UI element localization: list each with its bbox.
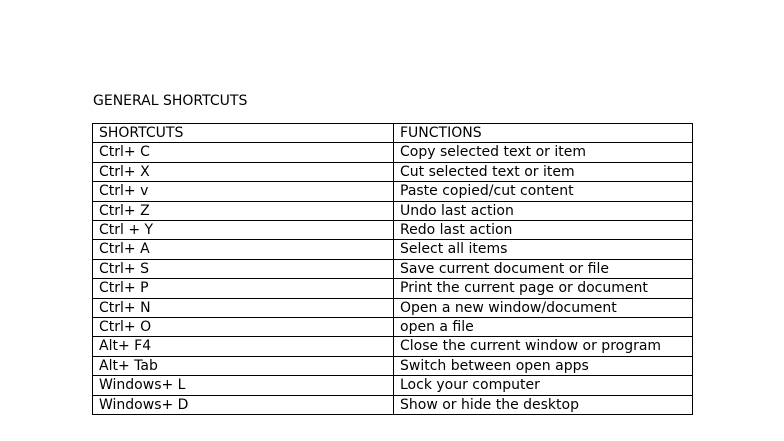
- shortcut-cell: Windows+ L: [93, 376, 394, 395]
- table-row: [93, 182, 693, 201]
- shortcut-cell: Windows+ D: [93, 395, 394, 414]
- table-row: [93, 240, 693, 259]
- function-cell: Show or hide the desktop: [394, 395, 693, 414]
- table-row: [93, 376, 693, 395]
- table-row: [93, 162, 693, 181]
- function-cell: open a file: [394, 318, 693, 337]
- shortcut-cell: Ctrl+ v: [93, 182, 394, 201]
- table-row: [93, 279, 693, 298]
- function-cell: Print the current page or document: [394, 279, 693, 298]
- table-row: [93, 201, 693, 220]
- table-row: [93, 337, 693, 356]
- shortcut-cell: Ctrl+ C: [93, 143, 394, 162]
- function-cell: Paste copied/cut content: [394, 182, 693, 201]
- table-row: [93, 298, 693, 317]
- table-row: [93, 318, 693, 337]
- table-row: [93, 259, 693, 278]
- function-cell: Redo last action: [394, 221, 693, 240]
- function-cell: Cut selected text or item: [394, 162, 693, 181]
- table-row: [93, 395, 693, 414]
- shortcut-cell: Ctrl+ O: [93, 318, 394, 337]
- shortcut-cell: Alt+ F4: [93, 337, 394, 356]
- shortcut-cell: Ctrl + Y: [93, 221, 394, 240]
- shortcut-cell: Ctrl+ S: [93, 259, 394, 278]
- shortcuts-table: [92, 123, 693, 415]
- table-row: [93, 143, 693, 162]
- function-cell: Save current document or file: [394, 259, 693, 278]
- function-cell: Select all items: [394, 240, 693, 259]
- shortcut-cell: Ctrl+ Z: [93, 201, 394, 220]
- table-header-row: [93, 124, 693, 143]
- function-cell: Close the current window or program: [394, 337, 693, 356]
- shortcut-cell: Ctrl+ X: [93, 162, 394, 181]
- shortcut-cell: Ctrl+ A: [93, 240, 394, 259]
- table-row: [93, 221, 693, 240]
- function-cell: Lock your computer: [394, 376, 693, 395]
- function-cell: Copy selected text or item: [394, 143, 693, 162]
- shortcut-cell: Alt+ Tab: [93, 356, 394, 375]
- shortcut-cell: Ctrl+ N: [93, 298, 394, 317]
- function-cell: Undo last action: [394, 201, 693, 220]
- function-cell: Switch between open apps: [394, 356, 693, 375]
- shortcut-cell: Ctrl+ P: [93, 279, 394, 298]
- function-cell: Open a new window/document: [394, 298, 693, 317]
- table-row: [93, 356, 693, 375]
- section-heading: GENERAL SHORTCUTS: [93, 93, 248, 109]
- column-header-shortcuts: SHORTCUTS: [93, 124, 394, 143]
- column-header-functions: FUNCTIONS: [394, 124, 693, 143]
